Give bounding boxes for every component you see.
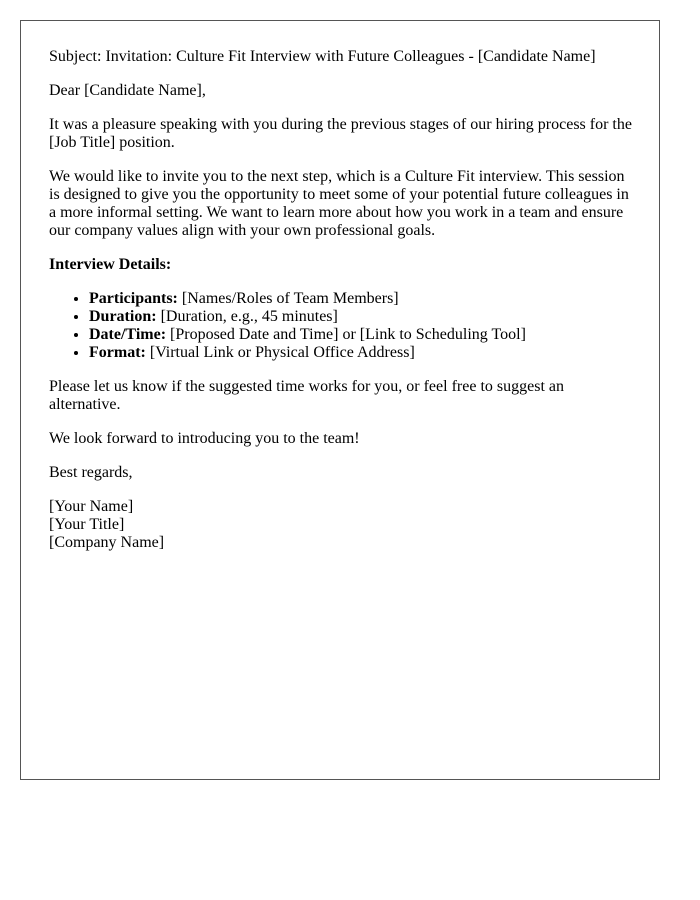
greeting: Dear [Candidate Name], [49,82,206,99]
detail-label: Date/Time: [89,326,167,343]
detail-value: [Names/Roles of Team Members] [177,290,399,307]
detail-value: [Virtual Link or Physical Office Address] [145,344,415,361]
closing-remark: We look forward to introducing you to the team! [49,430,360,447]
signature-company: [Company Name] [49,534,165,551]
signature-title: [Your Title] [49,516,125,533]
detail-participants [89,290,633,308]
sign-off: Best regards, [49,464,133,481]
invitation-paragraph: We would like to invite you to the next step, which is a Culture Fit interview. This session is designed to give you the opportunity to meet some of your potential future colleagues in a more informal setting. We want to learn more about how you work in a team and ensure our company values align with your own professional goals. [49,168,629,239]
letter-body [49,48,633,568]
details-list [49,290,633,362]
availability-paragraph: Please let us know if the suggested time works for you, or feel free to suggest an alternative. [49,378,564,413]
detail-value: [Proposed Date and Time] or [Link to Scheduling Tool] [166,326,526,343]
detail-date-time [89,326,633,344]
detail-label: Duration: [89,308,157,325]
subject-line: Subject: Invitation: Culture Fit Interview with Future Colleagues - [Candidate Name] [49,48,596,65]
detail-duration [89,308,633,326]
letter-page [20,20,660,780]
signature-name: [Your Name] [49,498,134,515]
detail-value: [Duration, e.g., 45 minutes] [156,308,338,325]
intro-paragraph: It was a pleasure speaking with you during the previous stages of our hiring process for the [Job Title] position. [49,116,632,151]
detail-format [89,344,633,362]
signature-block [49,498,633,552]
detail-label: Format: [89,344,146,361]
details-heading-text: Interview Details: [49,256,172,273]
detail-label: Participants: [89,290,178,307]
details-heading [49,256,633,274]
